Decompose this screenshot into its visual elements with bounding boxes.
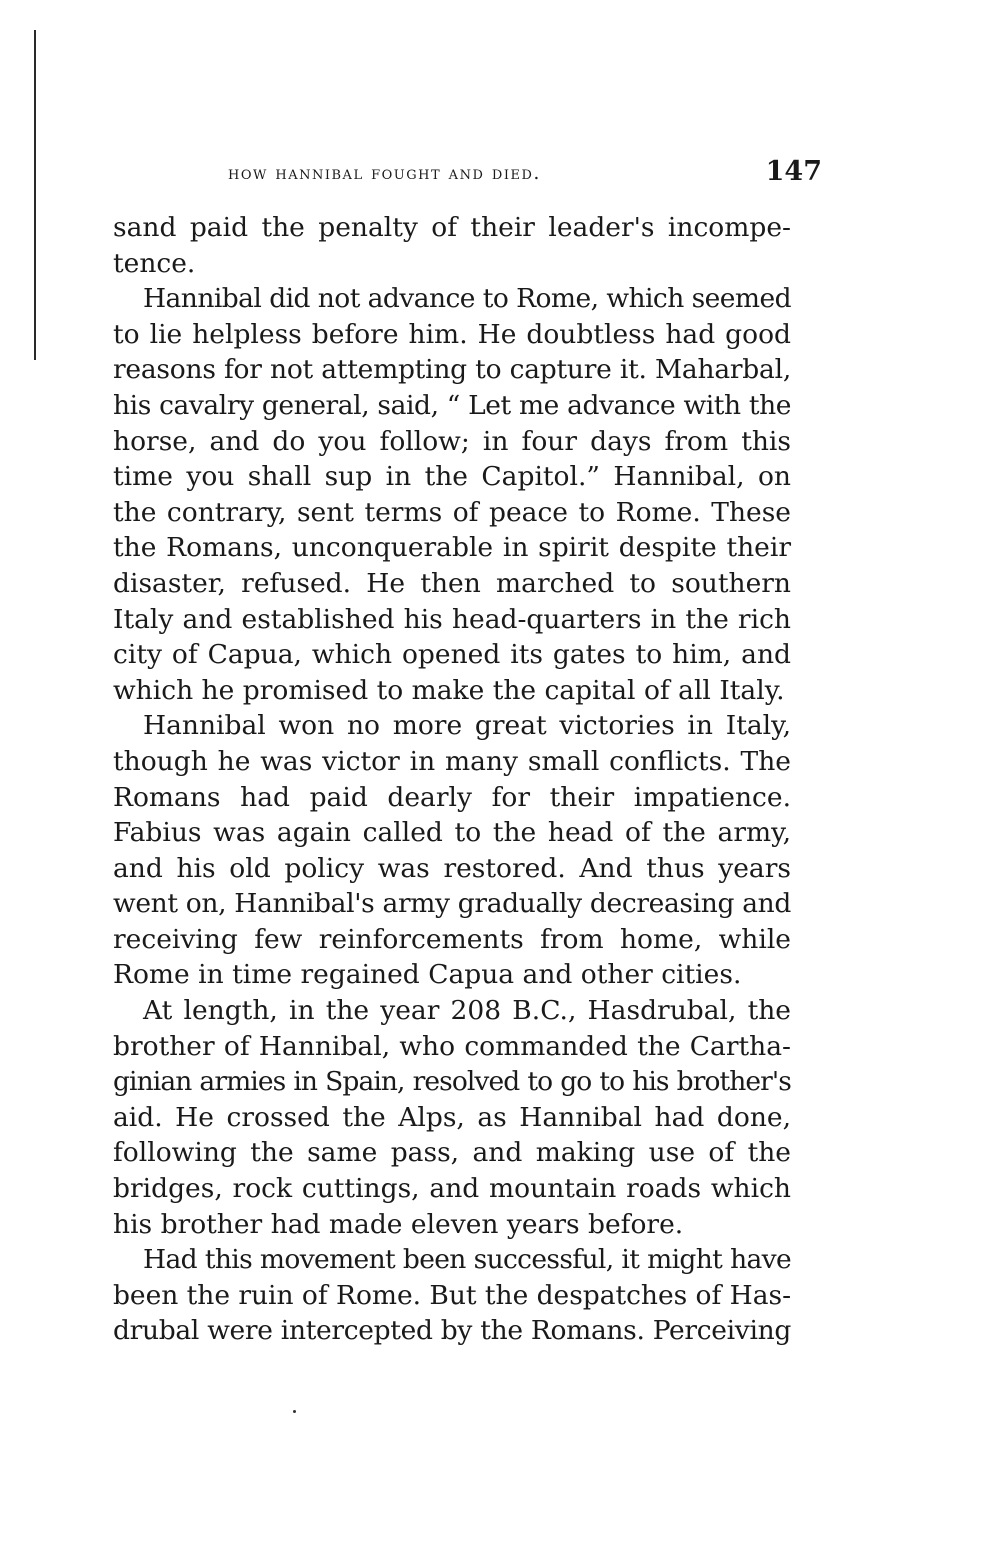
text-line: receiving few reinforcements from home, while [113, 923, 791, 955]
text-line: Rome in time regained Capua and other cities. [113, 959, 742, 991]
text-line: sand paid the penalty of their leader's incompe- [113, 212, 791, 243]
running-title: how hannibal fought and died. [228, 162, 541, 184]
body-text [113, 210, 791, 1349]
text-line: drubal were intercepted by the Romans. Perceiving [113, 1315, 791, 1347]
text-line: which he promised to make the capital of all Italy. [113, 674, 785, 706]
text-line: Romans had paid dearly for their impatience. [113, 781, 791, 813]
margin-rule [34, 30, 36, 360]
paragraph-4 [113, 993, 791, 1242]
text-line: Fabius was again called to the head of the army, [113, 817, 791, 849]
paragraph-2 [113, 281, 791, 708]
text-line: been the ruin of Rome. But the despatches of Has- [113, 1279, 791, 1311]
text-line: tence. [113, 247, 196, 279]
text-line: his brother had made eleven years before. [113, 1208, 684, 1240]
text-line: Italy and established his head-quarters in the rich [113, 603, 791, 635]
text-line: went on, Hannibal's army gradually decreasing and [113, 888, 791, 920]
text-line: aid. He crossed the Alps, as Hannibal had done, [113, 1101, 791, 1133]
text-line: horse, and do you follow; in four days from this [113, 425, 791, 457]
text-line: time you shall sup in the Capitol.” Hannibal, on [113, 461, 791, 493]
text-line: bridges, rock cuttings, and mountain roads which [113, 1173, 791, 1205]
paragraph-5 [113, 1242, 791, 1349]
paragraph-1 [113, 210, 791, 281]
text-line: the contrary, sent terms of peace to Rome. These [113, 496, 791, 528]
paragraph-3 [113, 708, 791, 993]
text-line: Hannibal won no more great victories in Italy, [143, 710, 791, 742]
text-line: At length, in the year 208 B.C., Hasdrubal, the [143, 995, 791, 1027]
text-line: disaster, refused. He then marched to southern [113, 567, 791, 599]
text-line: brother of Hannibal, who commanded the Cartha- [113, 1030, 791, 1062]
text-line: Had this movement been successful, it might have [143, 1244, 791, 1276]
text-line: Hannibal did not advance to Rome, which seemed [143, 283, 791, 315]
text-line: following the same pass, and making use of the [113, 1137, 791, 1169]
text-line: though he was victor in many small conflicts. The [113, 745, 791, 777]
running-head [228, 156, 822, 192]
text-line: city of Capua, which opened its gates to him, and [113, 639, 791, 671]
text-line: to lie helpless before him. He doubtless had good [113, 318, 791, 350]
text-line: the Romans, unconquerable in spirit despite their [113, 532, 791, 564]
text-line: reasons for not attempting to capture it. Maharbal, [113, 354, 791, 386]
text-line: his cavalry general, said, “ Let me advance with the [113, 389, 791, 421]
text-line: and his old policy was restored. And thus years [113, 852, 791, 884]
ink-speck [293, 1410, 296, 1413]
text-line: ginian armies in Spain, resolved to go to his brother's [113, 1066, 791, 1098]
page-number: 147 [765, 156, 822, 187]
